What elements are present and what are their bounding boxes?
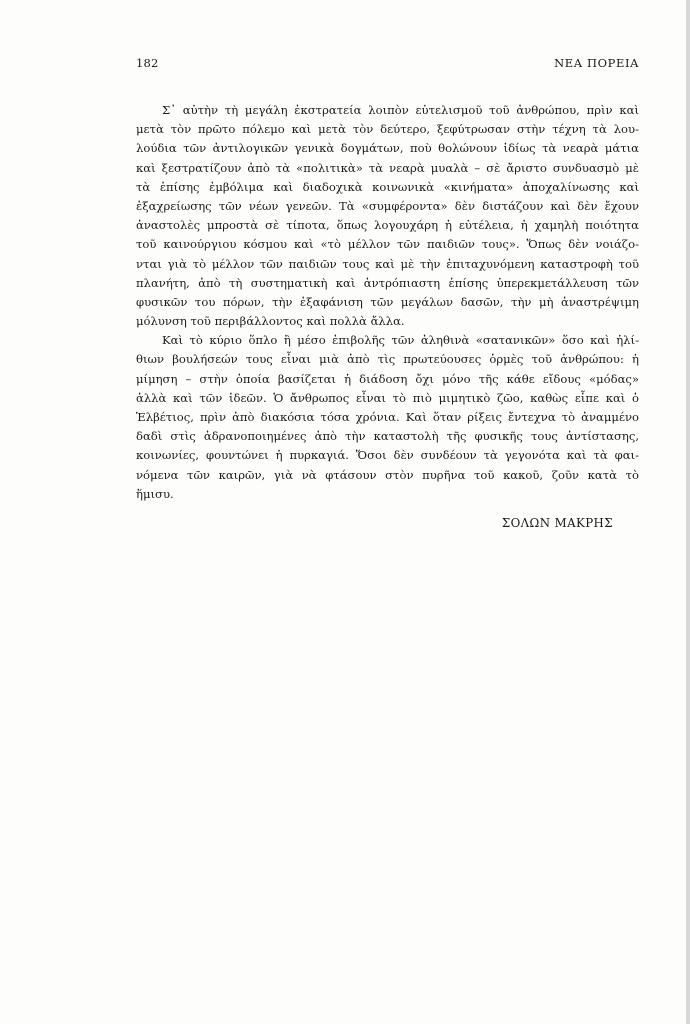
page-number: 182 [136, 56, 159, 70]
text-line: Ἑλβέτιος, πρὶν ἀπὸ διακόσια τόσα χρόνια. Καὶ ὅταν ρίξεις ἔντεχνα τὸ ἀναμμένο [136, 410, 639, 424]
author-signature: ΣΟΛΩΝ ΜΑΚΡΗΣ [501, 516, 613, 530]
text-line: φυσικῶν του πόρων, τὴν ἐξαφάνιση τῶν μεγάλων δασῶν, τὴν μὴ ἀναστρέψιμη [136, 294, 639, 309]
text-line: νται γιὰ τὸ μέλλον τῶν παιδιῶν τους καὶ μὲ τὴν ἐπιταχυνόμενη καταστροφὴ τοῦ [136, 256, 639, 271]
text-line: ἐξαχρείωσης τῶν νέων γενεῶν. Τὰ «συμφέροντα» δὲν διστάζουν καὶ δὲν ἔχουν [136, 198, 639, 213]
text-line: μετὰ τὸν πρῶτο πόλεμο καὶ μετὰ τὸν δεύτερο, ξεφύτρωσαν στὴν τέχνη τὰ λου- [136, 122, 639, 137]
text-line: ἥμισυ. [136, 486, 174, 501]
text-line: καὶ ξεστρατίζουν ἀπὸ τὰ «πολιτικὰ» τὰ νεαρὰ μυαλὰ – σὲ ἄριστο συνδυασμὸ μὲ [136, 160, 639, 175]
text-line: μίμηση – στὴν ὁποία βασίζεται ἡ διάδοση ὄχι μόνο τῆς κάθε εἴδους «μόδας» [136, 371, 639, 386]
journal-title: ΝΕΑ ΠΟΡΕΙΑ [554, 56, 639, 70]
page-edge-shadow [686, 0, 690, 1024]
text-line: Σ᾿ αὐτὴν τὴ μεγάλη ἐκστρατεία λοιπὸν εὐτελισμοῦ τοῦ ἀνθρώπου, πρὶν καὶ [162, 103, 639, 117]
text-line: νόμενα τῶν καιρῶν, γιὰ νὰ φτάσουν στὸν πυρῆνα τοῦ κακοῦ, ζοῦν κατὰ τὸ [136, 467, 639, 482]
paragraph-2 [136, 331, 639, 504]
text-line: δαδὶ στὶς ἀδρανοποιημένες ἀπὸ τὴν καταστολὴ τῆς φυσικῆς τους ἀντίστασης, [136, 429, 639, 444]
text-line: Καὶ τὸ κύριο ὅπλο ἢ μέσο ἐπιβολῆς τῶν ἀληθινὰ «σατανικῶν» ὅσο καὶ ἠλί- [162, 333, 639, 348]
text-line: ἀλλὰ καὶ τῶν ἰδεῶν. Ὁ ἄνθρωπος εἶναι τὸ πιὸ μιμητικὸ ζῶο, καθὼς εἶπε καὶ ὁ [136, 390, 639, 405]
running-head [136, 56, 639, 72]
text-line: θιων βουλήσεών τους εἶναι μιὰ ἀπὸ τὶς πρωτεύουσες ὁρμὲς τοῦ ἀνθρώπου: ἡ [136, 352, 639, 367]
text-line: ἀναστολὲς μπροστὰ σὲ τίποτα, ὅπως λογουχάρη ἡ εὐτέλεια, ἡ χαμηλὴ ποιότητα [136, 218, 639, 233]
text-line: λούδια τῶν ἀντιλογικῶν γενικὰ δογμάτων, ποὺ θολώνουν ἰδίως τὰ νεαρὰ μάτια [136, 141, 639, 156]
text-line: τὰ ἐπίσης ἐμβόλιμα καὶ διαδοχικὰ κοινωνικὰ «κινήματα» ἀποχαλίνωσης καὶ [136, 179, 639, 194]
text-line: πλανήτη, ἀπὸ τὴ συστηματικὴ καὶ ἀντρόπιαστη ἐπίσης ὑπερεκμετάλλευση τῶν [136, 275, 639, 290]
text-line: κοινωνίες, φουντώνει ἡ πυρκαγιά. Ὅσοι δὲν συνδέουν τὰ γεγονότα καὶ τὰ φαι- [136, 448, 639, 463]
paragraph-1 [136, 101, 639, 331]
text-line: τοῦ καινούργιου κόσμου καὶ «τὸ μέλλον τῶν παιδιῶν τους». Ὅπως δὲν νοιάζο- [136, 237, 639, 252]
article-body [136, 101, 639, 504]
text-line: μόλυνση τοῦ περιβάλλοντος καὶ πολλὰ ἄλλα. [136, 314, 405, 329]
